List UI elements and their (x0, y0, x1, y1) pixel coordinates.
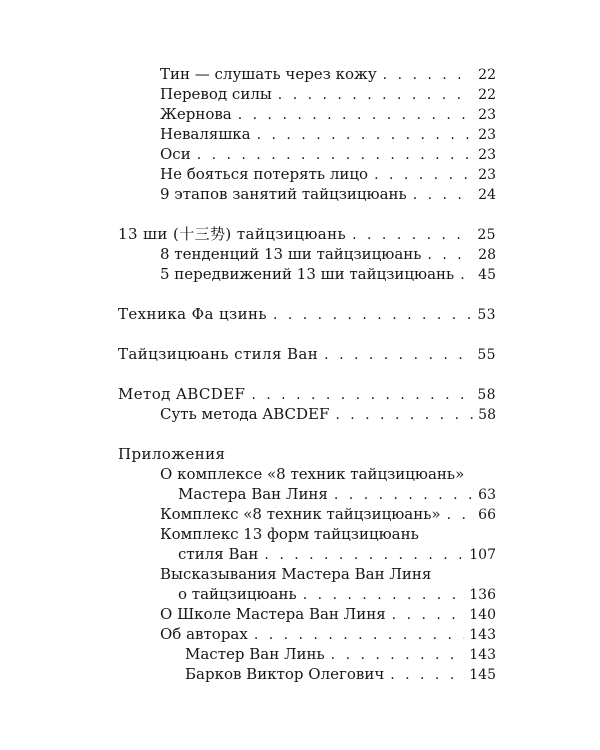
toc-section-title: Тайцзицюань стиля Ван (118, 345, 319, 363)
toc-entry-title: О Школе Мастера Ван Линя (160, 605, 386, 623)
toc-entry-page: 58 (478, 407, 496, 423)
toc-entry-title: 5 передвижений 13 ши тайцзицюань (160, 265, 455, 283)
toc-section-fa-jin[interactable] (118, 304, 496, 324)
toc-entry[interactable] (178, 584, 496, 604)
toc-section-abcdef[interactable] (118, 384, 496, 404)
toc-entry[interactable] (160, 124, 496, 144)
toc-entry-page: 66 (478, 507, 496, 523)
toc-entry-page: 107 (469, 547, 496, 563)
dot-leader (238, 105, 473, 125)
dot-leader (352, 225, 472, 245)
toc-entry-page: 28 (478, 247, 496, 263)
toc-section-page: 53 (477, 307, 496, 323)
toc-entry-page: 22 (478, 67, 496, 83)
toc-entry-page: 136 (469, 587, 496, 603)
dot-leader (303, 585, 465, 605)
dot-leader (427, 245, 473, 265)
toc-entry[interactable] (160, 84, 496, 104)
toc-entry-page: 24 (478, 187, 496, 203)
dot-leader (374, 165, 473, 185)
toc-section-title: Техника Фа цзинь (118, 305, 267, 323)
toc-section-title: 13 ши (十三势) тайцзицюань (118, 225, 347, 243)
toc-entry[interactable] (178, 544, 496, 564)
toc-entry[interactable] (185, 664, 496, 684)
toc-entry-title: Барков Виктор Олегович (185, 665, 385, 683)
toc-entry-page: 145 (469, 667, 496, 683)
toc-entry-page: 45 (478, 267, 496, 283)
dot-leader (278, 85, 473, 105)
dot-leader (324, 345, 472, 365)
toc-entry-page: 140 (469, 607, 496, 623)
dot-leader (460, 265, 473, 285)
dot-leader (335, 405, 473, 425)
toc-entry-title: 9 этапов занятий тайцзицюань (160, 185, 407, 203)
toc-entry[interactable] (160, 164, 496, 184)
toc-entry-line1[interactable]: Комплекс 13 форм тайцзицюань (160, 525, 419, 543)
toc-section-appendix-title[interactable]: Приложения (118, 445, 226, 463)
toc-entry-title: Неваляшка (160, 125, 251, 143)
dot-leader (334, 485, 473, 505)
dot-leader (273, 305, 472, 325)
toc-entry-page: 23 (478, 147, 496, 163)
dot-leader (257, 125, 474, 145)
dot-leader (331, 645, 465, 665)
toc-section-title: Метод ABCDEF (118, 385, 246, 403)
dot-leader (254, 625, 464, 645)
toc-entry-title: о тайцзицюань (178, 585, 297, 603)
toc-entry-title: 8 тенденций 13 ши тайцзицюань (160, 245, 422, 263)
toc-entry-title: Оси (160, 145, 191, 163)
dot-leader (413, 185, 473, 205)
dot-leader (251, 385, 472, 405)
toc-entry-title: Об авторах (160, 625, 248, 643)
toc-entry[interactable] (178, 484, 496, 504)
toc-entry[interactable] (160, 184, 496, 204)
dot-leader (390, 665, 464, 685)
toc-section-page: 58 (477, 387, 496, 403)
toc-entry[interactable] (160, 604, 496, 624)
toc-entry-title: Не бояться потерять лицо (160, 165, 369, 183)
toc-entry[interactable] (160, 264, 496, 284)
toc-entry-title: Мастер Ван Линь (185, 645, 325, 663)
toc-entry[interactable] (160, 244, 496, 264)
toc-entry[interactable] (185, 644, 496, 664)
toc-section-page: 55 (477, 347, 496, 363)
toc-entry-page: 23 (478, 107, 496, 123)
toc-entry-title: Жернова (160, 105, 232, 123)
toc-entry[interactable] (160, 504, 496, 524)
toc-entry-title: Перевод силы (160, 85, 272, 103)
toc-entry[interactable] (160, 144, 496, 164)
toc-section-13-shi[interactable] (118, 224, 496, 244)
toc-entry-page: 23 (478, 127, 496, 143)
toc-entry-page: 63 (478, 487, 496, 503)
dot-leader (264, 545, 464, 565)
toc-entry-title: Мастера Ван Линя (178, 485, 328, 503)
toc-entry[interactable] (160, 64, 496, 84)
toc-entry-page: 143 (469, 647, 496, 663)
toc-section-page: 25 (477, 227, 496, 243)
toc-entry-title: стиля Ван (178, 545, 259, 563)
dot-leader (197, 145, 473, 165)
dot-leader (447, 505, 474, 525)
toc-entry-page: 22 (478, 87, 496, 103)
dot-leader (392, 605, 465, 625)
toc-entry-page: 143 (469, 627, 496, 643)
toc-entry-line1[interactable]: Высказывания Мастера Ван Линя (160, 565, 432, 583)
toc-entry-title: Тин — слушать через кожу (160, 65, 377, 83)
toc-entry[interactable] (160, 624, 496, 644)
toc-entry[interactable] (160, 404, 496, 424)
toc-entry-line1[interactable]: О комплексе «8 техник тайцзицюань» (160, 465, 465, 483)
dot-leader (383, 65, 474, 85)
toc-section-wang-style[interactable] (118, 344, 496, 364)
toc-entry-page: 23 (478, 167, 496, 183)
toc-entry-title: Суть метода ABCDEF (160, 405, 330, 423)
toc-entry[interactable] (160, 104, 496, 124)
toc-entry-title: Комплекс «8 техник тайцзицюань» (160, 505, 441, 523)
